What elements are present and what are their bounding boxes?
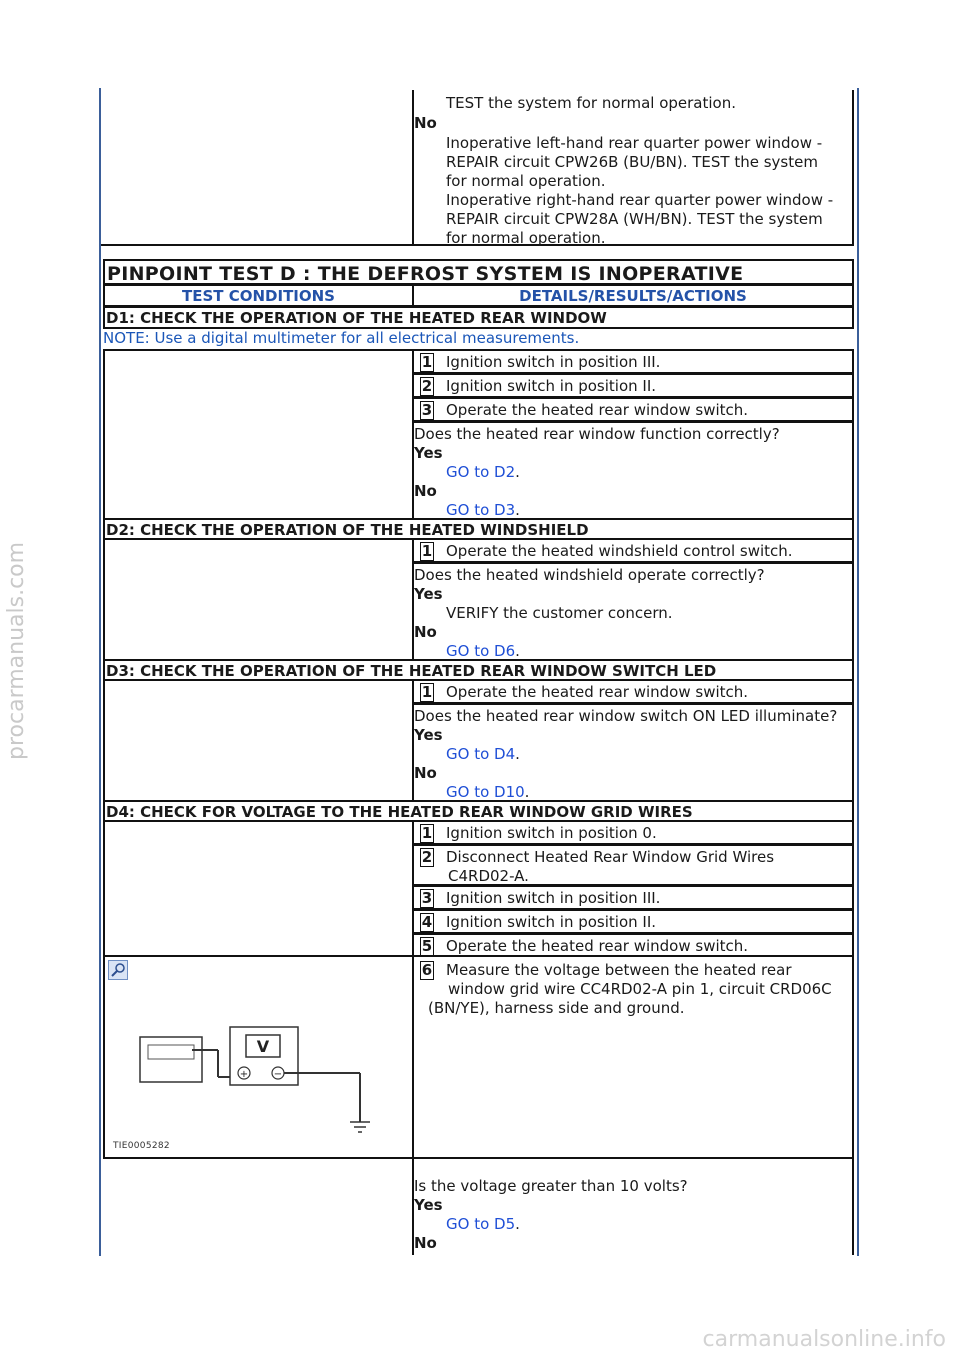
top-line3a: Inoperative right-hand rear quarter power window - <box>446 191 834 209</box>
bottom-right-border <box>852 1157 854 1255</box>
top-line2b: REPAIR circuit CPW26B (BU/BN). TEST the system <box>446 153 818 171</box>
d4-step1-text: Ignition switch in position 0. <box>446 824 657 842</box>
d1-step1-text: Ignition switch in position III. <box>446 353 661 371</box>
d1-step2-cell <box>412 373 854 398</box>
d4-step5-text: Operate the heated rear window switch. <box>446 937 749 955</box>
d4-step2-cell <box>412 844 854 886</box>
d2-no-label: No <box>414 623 437 641</box>
col-head-right-cell <box>412 284 854 307</box>
d1-heading-cell <box>103 306 854 329</box>
col-head-details: DETAILS/RESULTS/ACTIONS <box>519 287 747 305</box>
d1-step3-cell <box>412 397 854 422</box>
minus-terminal-label: − <box>273 1069 283 1080</box>
d3-yes-label: Yes <box>414 726 443 744</box>
plus-terminal-label: + <box>239 1069 249 1080</box>
d2-heading: D2: CHECK THE OPERATION OF THE HEATED WINDSHIELD <box>106 521 589 539</box>
step-number: 2 <box>421 377 433 395</box>
d1-no-link[interactable]: GO to D3 <box>446 501 516 519</box>
d3-result-cell <box>412 703 854 802</box>
period: . <box>515 501 520 519</box>
top-left-bottom-border <box>101 244 414 246</box>
d4-step1-cell <box>412 820 854 845</box>
d4-step6-cell <box>412 955 854 1159</box>
d4-step4-cell <box>412 909 854 934</box>
step-number: 1 <box>421 542 433 560</box>
manual-page: procarmanuals.com TEST the system for normal operation. No Inoperative left-hand rear quarter power window - REPAIR circuit CPW26B (BU/BN). TEST the system for normal operation. Inoperative right-hand rear quarter power window - REPAIR circuit CPW28A (WH/BN). TEST the system for normal operation. PINPOINT TEST D : THE DEFROST SYSTEM IS INOPERATIVE TEST CONDITIONS DETAILS/RESULTS/ACTIONS D1: CHECK THE OPERATION OF THE HEATED REAR WINDOW NOTE: Use a digital multimeter for all electrical measurements. 1 Ignition switch in position III. 2 Ignition switch in position II. 3 Operate the heated rear window switch. Does the heated rear window function correctly? Yes GO to D2. No GO to D3. D2: CHECK THE OPERATION OF THE HEATED WINDSHIELD 1 Operate the heated windshield control switch. Does the heated windshield operate correctly? Yes VERIFY the customer concern. No GO to D6. D3: CHECK THE OPERATION OF THE HEATED REAR WINDOW SWITCH LED 1 Operate the heated rear window switch. Does the heated rear window switch ON LED illuminate? Yes GO to D4. No GO to D10. D4: CHECK FOR VOLTAGE TO THE HEATED REAR WINDOW GRID WIRES 1 Ignition switch in position 0. 2 Disconnect Heated Rear Window Grid Wires C4RD02-A. 3 Ignition switch in position III. 4 Ignition switch in position II. 5 Operate the heated rear window switch. V + − TIE0005282 6 Measure the voltage between the heated rear window grid wire CC4RD02-A pin 1, circuit CRD06C (BN/YE), harness side and ground. Is the voltage greater than 10 volts? Yes GO to D5. No carmanualsonline.info <box>0 0 960 1358</box>
voltmeter-diagram <box>110 997 410 1147</box>
d4-step6-text: Measure the voltage between the heated rear <box>446 961 792 979</box>
top-line2a: Inoperative left-hand rear quarter power window - <box>446 134 823 152</box>
period: . <box>515 463 520 481</box>
meter-label: V <box>256 1037 270 1056</box>
d4-heading: D4: CHECK FOR VOLTAGE TO THE HEATED REAR WINDOW GRID WIRES <box>106 803 693 821</box>
step-number: 1 <box>421 824 433 842</box>
d2-conditions-cell <box>103 538 414 661</box>
period: . <box>515 745 520 763</box>
page-title: PINPOINT TEST D : THE DEFROST SYSTEM IS INOPERATIVE <box>107 263 744 285</box>
step-number: 2 <box>421 848 433 866</box>
step-number: 5 <box>421 937 433 955</box>
d1-step1-cell <box>412 349 854 374</box>
d2-heading-cell <box>103 518 854 540</box>
left-rule <box>99 88 101 1256</box>
d3-conditions-cell <box>103 679 414 802</box>
step-number: 6 <box>421 961 433 979</box>
top-line3c: for normal operation. <box>446 229 606 247</box>
d2-yes-action: VERIFY the customer concern. <box>446 604 673 622</box>
figure-id: TIE0005282 <box>113 1141 170 1151</box>
d2-yes-label: Yes <box>414 585 443 603</box>
d4-no-label: No <box>414 1234 437 1252</box>
d4-yes-label: Yes <box>414 1196 443 1214</box>
d1-conditions-cell <box>103 349 414 520</box>
d4-step4-text: Ignition switch in position II. <box>446 913 657 931</box>
d2-question: Does the heated windshield operate correctly? <box>414 566 765 584</box>
d2-no-link[interactable]: GO to D6 <box>446 642 516 660</box>
d4-step6-text3: (BN/YE), harness side and ground. <box>428 999 685 1017</box>
d1-heading: D1: CHECK THE OPERATION OF THE HEATED REAR WINDOW <box>106 309 607 327</box>
d3-heading-cell <box>103 659 854 681</box>
d2-result-cell <box>412 562 854 661</box>
top-line1: TEST the system for normal operation. <box>446 94 736 112</box>
d4-step3-cell <box>412 885 854 910</box>
period: . <box>515 1215 520 1233</box>
d1-question: Does the heated rear window function correctly? <box>414 425 780 443</box>
top-line2c: for normal operation. <box>446 172 606 190</box>
d1-step3-text: Operate the heated rear window switch. <box>446 401 749 419</box>
d1-yes-link[interactable]: GO to D2 <box>446 463 516 481</box>
step-number: 3 <box>421 401 433 419</box>
period: . <box>524 783 530 801</box>
d4-step6-text2: window grid wire CC4RD02-A pin 1, circuit CRD06C <box>448 980 832 998</box>
d3-no-link[interactable]: GO to D10 <box>446 783 525 801</box>
d4-step2-text2: C4RD02-A. <box>448 867 529 885</box>
top-no-label: No <box>414 114 437 132</box>
d3-question: Does the heated rear window switch ON LED illuminate? <box>414 707 838 725</box>
d1-yes-label: Yes <box>414 444 443 462</box>
d3-no-label: No <box>414 764 437 782</box>
d1-no-label: No <box>414 482 437 500</box>
d3-step1-cell <box>412 679 854 704</box>
d1-result-cell <box>412 421 854 520</box>
d4-question: Is the voltage greater than 10 volts? <box>414 1177 688 1195</box>
zoom-icon[interactable] <box>108 960 128 980</box>
d4-conditions-cell <box>103 820 414 957</box>
step-number: 1 <box>421 353 433 371</box>
d4-figure-cell <box>103 955 414 1159</box>
d4-yes-link[interactable]: GO to D5 <box>446 1215 516 1233</box>
right-rule <box>857 88 859 1256</box>
d3-heading: D3: CHECK THE OPERATION OF THE HEATED REAR WINDOW SWITCH LED <box>106 662 717 680</box>
d3-yes-link[interactable]: GO to D4 <box>446 745 516 763</box>
period: . <box>515 642 520 660</box>
d4-heading-cell <box>103 800 854 822</box>
watermark-bottom: carmanualsonline.info <box>702 1327 946 1352</box>
step-number: 3 <box>421 889 433 907</box>
top-continuation-cell <box>412 90 854 246</box>
pinpoint-title-cell <box>103 259 854 285</box>
d4-step2-text: Disconnect Heated Rear Window Grid Wires <box>446 848 775 866</box>
step-number: 4 <box>421 913 433 931</box>
d3-step1-text: Operate the heated rear window switch. <box>446 683 749 701</box>
top-line3b: REPAIR circuit CPW28A (WH/BN). TEST the system <box>446 210 823 228</box>
d4-step5-cell <box>412 933 854 957</box>
col-head-test-conditions: TEST CONDITIONS <box>181 287 335 305</box>
d2-step1-text: Operate the heated windshield control switch. <box>446 542 793 560</box>
d1-step2-text: Ignition switch in position II. <box>446 377 657 395</box>
col-head-left-cell <box>103 284 414 307</box>
d2-step1-cell <box>412 538 854 563</box>
step-number: 1 <box>421 683 433 701</box>
d1-note: NOTE: Use a digital multimeter for all electrical measurements. <box>103 329 580 347</box>
d4-step3-text: Ignition switch in position III. <box>446 889 661 907</box>
